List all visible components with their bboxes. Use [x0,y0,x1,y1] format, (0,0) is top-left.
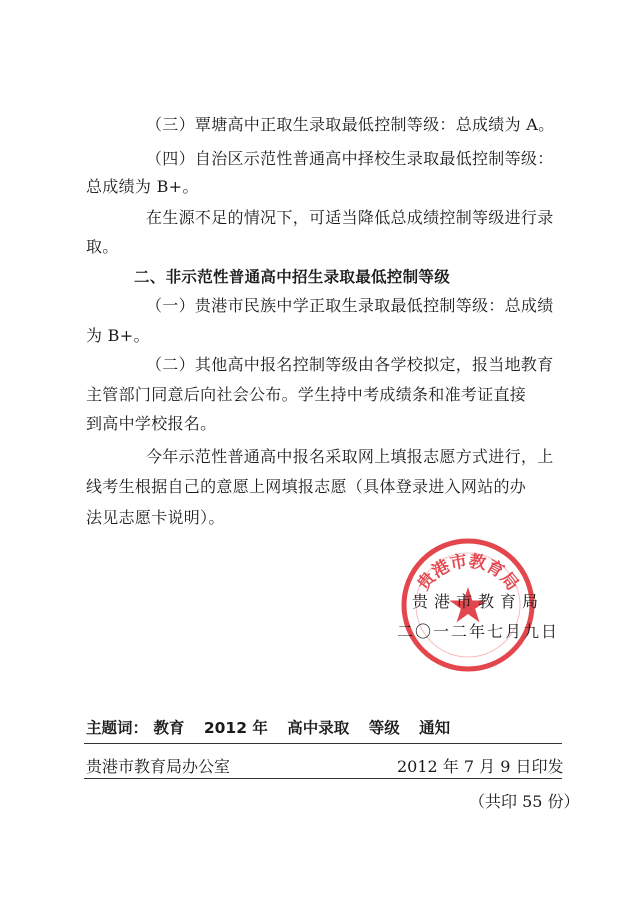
paragraph-line: （一）贵港市民族中学正取生录取最低控制等级：总成绩 [146,296,554,315]
paragraph-line: 在生源不足的情况下，可适当降低总成绩控制等级进行录 [146,208,554,227]
paragraph-line: （二）其他高中报名控制等级由各学校拟定，报当地教育 [146,355,554,374]
paragraph-line: 法见志愿卡说明）。 [86,508,225,527]
paragraph-line: 总成绩为 B+。 [86,177,199,196]
section-heading: 二、非示范性普通高中招生录取最低控制等级 [134,268,451,286]
signature-date: 二〇一二年七月九日 [397,622,560,641]
paragraph-line: 取。 [86,237,119,256]
topic-word: 通知 [419,719,451,737]
topic-word: 2012 年 [203,719,268,737]
topic-word: 高中录取 [287,719,350,737]
divider-line [84,778,562,779]
paragraph-line: （四）自治区示范性普通高中择校生录取最低控制等级： [146,149,554,168]
paragraph-line: 今年示范性普通高中报名采取网上填报志愿方式进行，上 [146,447,554,466]
paragraph-line: 线考生根据自己的意愿上网填报志愿（具体登录进入网站的办 [86,477,527,496]
paragraph-line: 主管部门同意后向社会公布。学生持中考成绩条和准考证直接 [86,385,527,404]
seal-text: 贵港市教育局 [413,551,523,595]
paragraph-line: 为 B+。 [86,326,150,345]
topics-label: 主题词： [86,719,149,737]
signature-org: 贵港市教育局 [412,592,545,611]
print-date: 2012 年 7 月 9 日印发 [397,757,564,776]
issuing-office: 贵港市教育局办公室 [86,757,231,776]
paragraph-line: （三）覃塘高中正取生录取最低控制等级：总成绩为 A。 [146,115,555,134]
topic-words [86,716,464,738]
copies-count: （共印 55 份） [469,792,580,811]
paragraph-line: 到高中学校报名。 [86,414,217,433]
topic-word: 等级 [368,719,400,737]
topic-word: 教育 [153,719,185,737]
divider-line [84,743,562,744]
